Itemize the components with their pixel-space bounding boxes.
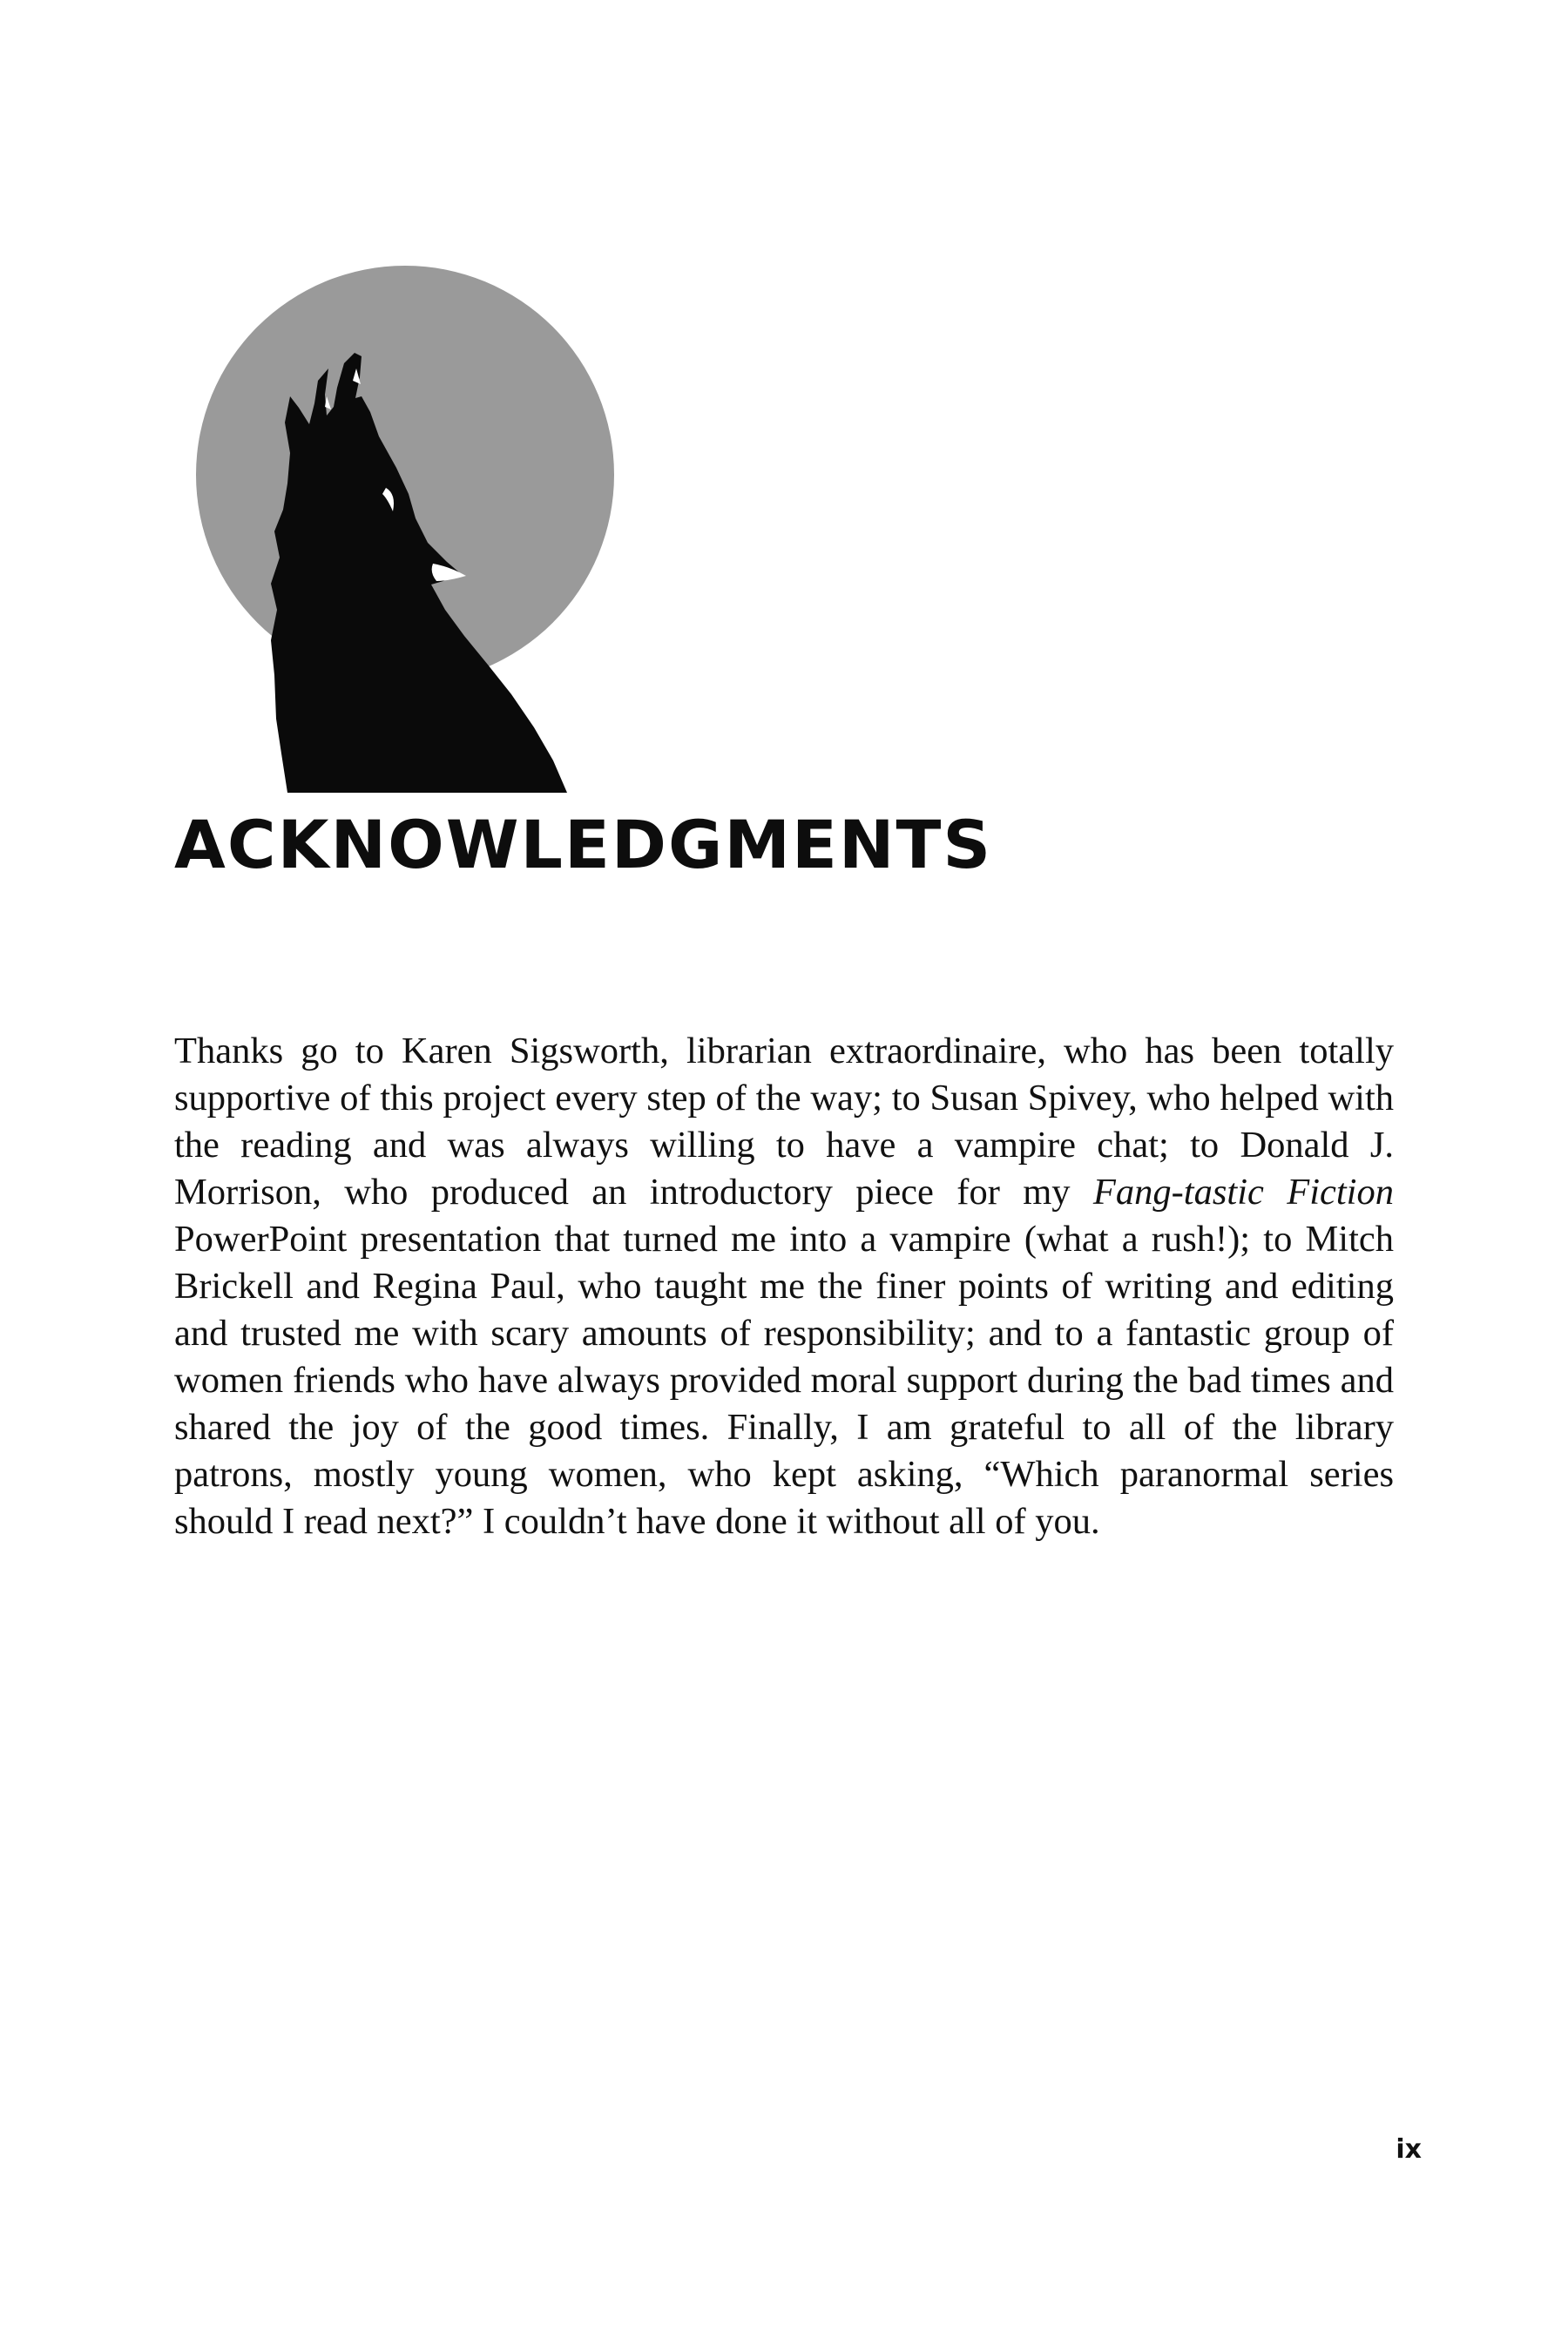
- page-number: ix: [1396, 2134, 1422, 2165]
- paragraph-text-part2: PowerPoint presentation that turned me into a vampire (what a rush!); to Mitch Brickell and Regina Paul, who taught me the finer points of writing and editing and trusted me with scary amounts of responsibility; and to a fantastic group of women friends who have always provided moral support during the bad times and shared the joy of the good times. Finally, I am grateful to all of the library patrons, mostly young women, who kept asking, “Which paranormal series should I read next?” I couldn’t have done it without all of you.: [174, 1219, 1394, 1542]
- page-title: ACKNOWLEDGMENTS: [174, 806, 993, 883]
- acknowledgments-paragraph: [174, 1028, 1394, 1545]
- howling-wolf-moon-icon: [187, 266, 623, 797]
- paragraph-text-part1: Thanks go to Karen Sigsworth, librarian extraordinaire, who has been totally supportive of this project every step of the way; to Susan Spivey, who helped with the reading and was always willing to have a vampire chat; to Donald J. Morrison, who produced an introductory piece for my: [174, 1031, 1394, 1213]
- book-title-italic: Fang-tastic Fiction: [1092, 1172, 1394, 1213]
